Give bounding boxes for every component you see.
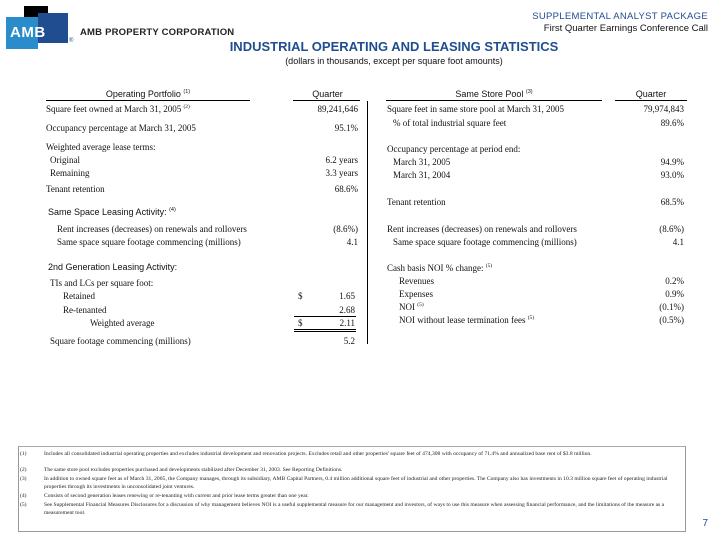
- tenant-retention-value: 68.6%: [334, 184, 358, 194]
- row-square-feet-owned: [46, 104, 190, 114]
- footnote-text: See Supplemental Financial Measures Disclosures for a discussion of why management believes NOI is a useful supplemental measure for our management and investors, of ways to use this measure when assessing financial performance, and the limitations of the measure as a measurement tool.: [44, 502, 665, 516]
- rent-increases-value: (8.6%): [333, 224, 358, 234]
- revenues-value: 0.2%: [665, 276, 684, 286]
- package-title: SUPPLEMENTAL ANALYST PACKAGE: [532, 11, 708, 22]
- row-remaining: Remaining: [50, 168, 90, 178]
- retained-currency: $: [298, 291, 303, 301]
- remaining-value: 3.3 years: [325, 168, 358, 178]
- section-title: Same Space Leasing Activity:: [48, 207, 167, 217]
- same-store-rent-increases-value: (8.6%): [659, 224, 684, 234]
- operating-portfolio-header: [48, 89, 248, 99]
- footnote-mark: (4): [20, 493, 27, 499]
- logo-text: AMB: [10, 24, 46, 41]
- footnote-mark: (5): [20, 502, 27, 508]
- row-rent-increases: Rent increases (decreases) on renewals and rollovers: [57, 224, 247, 234]
- row-march-2004: March 31, 2004: [393, 170, 451, 180]
- original-value: 6.2 years: [325, 155, 358, 165]
- row-same-store-rent-increases: Rent increases (decreases) on renewals and rollovers: [387, 224, 577, 234]
- company-name: AMB PROPERTY CORPORATION: [80, 27, 235, 38]
- registered-mark-icon: ®: [69, 38, 74, 44]
- row-same-store-space-footage: Same space square footage commencing (millions): [393, 237, 577, 247]
- occupancy-value: 95.1%: [334, 123, 358, 133]
- right-quarter-header: Quarter: [635, 89, 667, 99]
- header-underline: [386, 100, 602, 101]
- row-retained: Retained: [63, 291, 95, 301]
- footnote-ref: (3): [525, 89, 533, 95]
- footnote-ref: (4): [169, 207, 176, 213]
- retained-value: 1.65: [339, 291, 355, 301]
- same-space-leasing-title: [48, 207, 176, 217]
- total-double-line-1: [294, 329, 356, 330]
- footnote-ref: (5): [485, 263, 493, 269]
- header-text: Operating Portfolio: [105, 89, 181, 99]
- same-store-tenant-retention-value: 68.5%: [660, 197, 684, 207]
- footnote-2: [20, 467, 680, 475]
- row-revenues: Revenues: [399, 276, 434, 286]
- same-store-space-footage-value: 4.1: [672, 237, 684, 247]
- footnote-mark: (2): [20, 467, 27, 473]
- page-subtitle: (dollars in thousands, except per square foot amounts): [285, 56, 503, 66]
- footnote-mark: (3): [20, 476, 27, 482]
- row-re-tenanted: Re-tenanted: [63, 305, 107, 315]
- footnote-5: [20, 502, 680, 518]
- call-title: First Quarter Earnings Conference Call: [543, 23, 708, 34]
- row-lease-terms: Weighted average lease terms:: [46, 142, 156, 152]
- re-tenanted-value: 2.68: [339, 305, 355, 315]
- row-noi-without-fees: [399, 315, 534, 325]
- footnote-text: Includes all consolidated industrial operating properties and excludes industrial development and renovation projects. Excludes retail and other properties' square feet of 474,308 with occupancy of 71.4% and annualized base rent of $3.8 million.: [44, 451, 592, 457]
- page-title: INDUSTRIAL OPERATING AND LEASING STATISTICS: [229, 39, 559, 54]
- row-weighted-average: Weighted average: [90, 318, 155, 328]
- row-noi: [399, 302, 424, 312]
- row-same-store-square-feet: Square feet in same store pool at March 31, 2005: [387, 104, 564, 114]
- row-label: NOI without lease termination fees: [399, 315, 526, 325]
- footnote-ref: (5): [527, 315, 535, 321]
- page-number: 7: [702, 518, 708, 529]
- footnote-mark: (1): [20, 451, 27, 457]
- same-space-footage-value: 4.1: [346, 237, 358, 247]
- footnote-4: [20, 493, 680, 501]
- footnote-ref: (5): [417, 302, 424, 308]
- noi-without-fees-value: (0.5%): [659, 315, 684, 325]
- square-feet-owned-value: 89,241,646: [317, 104, 358, 114]
- footnote-text: The same store pool excludes properties purchased and developments stabilized after December 31, 2003. See Reporting Definitions.: [44, 467, 343, 473]
- quarter-underline: [615, 100, 687, 101]
- row-square-footage-commencing: Square footage commencing (millions): [50, 336, 191, 346]
- pct-total-value: 89.6%: [660, 118, 684, 128]
- left-quarter-header: Quarter: [312, 89, 343, 99]
- row-label: Square feet owned at March 31, 2005: [46, 104, 182, 114]
- row-march-2005: March 31, 2005: [393, 157, 451, 167]
- row-pct-total: % of total industrial square feet: [393, 118, 507, 128]
- total-double-line-2: [294, 331, 356, 332]
- subtotal-line: [294, 316, 356, 317]
- row-tis-lcs: TIs and LCs per square foot:: [50, 278, 154, 288]
- header-underline: [46, 100, 250, 101]
- row-same-space-footage: Same space square footage commencing (millions): [57, 237, 241, 247]
- row-tenant-retention: Tenant retention: [46, 184, 105, 194]
- cash-basis-noi-title: [387, 263, 492, 273]
- quarter-underline: [293, 100, 360, 101]
- footnote-ref: (2): [183, 104, 190, 110]
- footnote-ref: (1): [183, 89, 191, 95]
- header-text: Same Store Pool: [455, 89, 524, 99]
- footnote-text: In addition to owned square feet as of March 31, 2005, the Company manages, through its subsidiary, AMB Capital Partners, 0.4 million additional square feet of industrial and other properties. The Company also has investments in 10.3 million square feet of operating industrial properties through its investments in unconsolidated joint ventures.: [44, 476, 668, 490]
- second-gen-leasing-title: 2nd Generation Leasing Activity:: [48, 262, 178, 272]
- footnote-3: [20, 476, 680, 492]
- weighted-average-currency: $: [298, 318, 303, 328]
- row-occupancy: Occupancy percentage at March 31, 2005: [46, 123, 196, 133]
- row-original: Original: [50, 155, 80, 165]
- same-store-square-feet-value: 79,974,843: [643, 104, 684, 114]
- section-title: Cash basis NOI % change:: [387, 263, 484, 273]
- same-store-pool-header: [386, 89, 602, 99]
- weighted-average-value: 2.11: [339, 318, 355, 328]
- march-2004-value: 93.0%: [660, 170, 684, 180]
- row-label: NOI: [399, 302, 415, 312]
- noi-value: (0.1%): [659, 302, 684, 312]
- column-divider: [367, 101, 368, 344]
- expenses-value: 0.9%: [665, 289, 684, 299]
- row-occupancy-period-end: Occupancy percentage at period end:: [387, 144, 521, 154]
- row-same-store-tenant-retention: Tenant retention: [387, 197, 446, 207]
- row-expenses: Expenses: [399, 289, 433, 299]
- footnote-1: [20, 451, 680, 467]
- footnote-text: Consists of second generation leases renewing or re-tenanting with current and prior lease terms greater than one year.: [44, 493, 309, 499]
- square-footage-commencing-value: 5.2: [343, 336, 355, 346]
- march-2005-value: 94.9%: [660, 157, 684, 167]
